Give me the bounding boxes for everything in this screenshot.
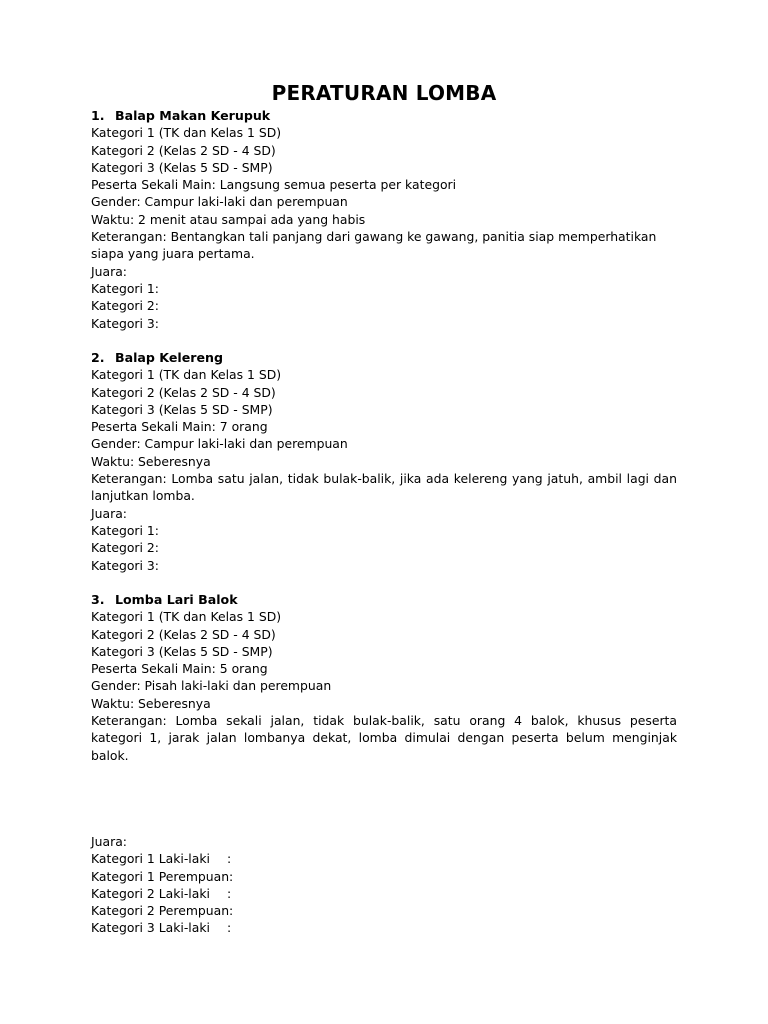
document-title: PERATURAN LOMBA: [271, 81, 497, 105]
section-heading: [91, 349, 677, 366]
winner-row: Kategori 3:: [91, 315, 159, 331]
category-line: Kategori 2 (Kelas 2 SD - 4 SD): [91, 626, 276, 642]
section-balap-kelereng: [91, 349, 677, 574]
winner-row-label: Kategori 3 Laki-laki: [91, 920, 210, 936]
time-line: Waktu: 2 menit atau sampai ada yang habis: [91, 211, 366, 227]
section-title: Balap Makan Kerupuk: [115, 108, 271, 123]
time-line: Waktu: Seberesnya: [91, 453, 211, 469]
winner-row-label: Kategori 2 Laki-laki: [91, 885, 210, 901]
category-line: Kategori 2 (Kelas 2 SD - 4 SD): [91, 384, 276, 400]
section-title: Balap Kelereng: [115, 350, 223, 365]
gender-line: Gender: Pisah laki-laki dan perempuan: [91, 678, 332, 694]
section-lomba-lari-balok: [91, 591, 677, 764]
winner-row: Kategori 2:: [91, 540, 159, 556]
section-heading: [91, 107, 677, 124]
notes-paragraph: Keterangan: Lomba sekali jalan, tidak bulak-balik, satu orang 4 balok, khusus peserta kategori 1, jarak jalan lombanya dekat, lomba dimulai dengan peserta belum menginjak balok.: [91, 713, 677, 763]
winner-row: [91, 868, 677, 885]
category-line: Kategori 2 (Kelas 2 SD - 4 SD): [91, 142, 276, 158]
section-heading: [91, 591, 677, 608]
gender-line: Gender: Campur laki-laki dan perempuan: [91, 194, 348, 210]
winners-label: Juara:: [91, 263, 127, 279]
category-line: Kategori 1 (TK dan Kelas 1 SD): [91, 125, 282, 141]
winner-row: [91, 885, 677, 902]
winner-row-label: Kategori 2 Perempuan:: [91, 903, 234, 919]
category-line: Kategori 3 (Kelas 5 SD - SMP): [91, 643, 273, 659]
winner-row-label: Kategori 1 Laki-laki: [91, 851, 210, 867]
section-title: Lomba Lari Balok: [115, 592, 238, 607]
winner-row-separator: :: [227, 920, 232, 936]
section-number: 3.: [91, 592, 105, 607]
category-line: Kategori 1 (TK dan Kelas 1 SD): [91, 609, 282, 625]
winner-row-separator: :: [227, 851, 232, 867]
winner-row: Kategori 3:: [91, 557, 159, 573]
winners-label: Juara:: [91, 834, 127, 849]
winner-row-label: Kategori 1 Perempuan:: [91, 868, 234, 884]
winners-label: Juara:: [91, 505, 127, 521]
time-line: Waktu: Seberesnya: [91, 695, 211, 711]
winner-row: Kategori 1:: [91, 280, 159, 296]
winners-block: [91, 833, 677, 937]
notes-paragraph: Keterangan: Lomba satu jalan, tidak bulak-balik, jika ada kelereng yang jatuh, ambil lagi dan lanjutkan lomba.: [91, 471, 677, 504]
participants-line: Peserta Sekali Main: 5 orang: [91, 661, 268, 677]
category-line: Kategori 3 (Kelas 5 SD - SMP): [91, 159, 273, 175]
winner-row-separator: :: [227, 885, 232, 901]
category-line: Kategori 3 (Kelas 5 SD - SMP): [91, 401, 273, 417]
section-number: 2.: [91, 350, 105, 365]
section-balap-makan-kerupuk: [91, 107, 677, 332]
notes-paragraph: Keterangan: Bentangkan tali panjang dari gawang ke gawang, panitia siap memperhatikan siapa yang juara pertama.: [91, 229, 657, 262]
winner-row: [91, 902, 677, 919]
winner-row: [91, 919, 677, 936]
gender-line: Gender: Campur laki-laki dan perempuan: [91, 436, 348, 452]
participants-line: Peserta Sekali Main: 7 orang: [91, 419, 268, 435]
category-line: Kategori 1 (TK dan Kelas 1 SD): [91, 367, 282, 383]
winner-row: Kategori 1:: [91, 522, 159, 538]
winner-row: [91, 850, 677, 867]
section-number: 1.: [91, 108, 105, 123]
winner-row: Kategori 2:: [91, 298, 159, 314]
participants-line: Peserta Sekali Main: Langsung semua peserta per kategori: [91, 177, 457, 193]
